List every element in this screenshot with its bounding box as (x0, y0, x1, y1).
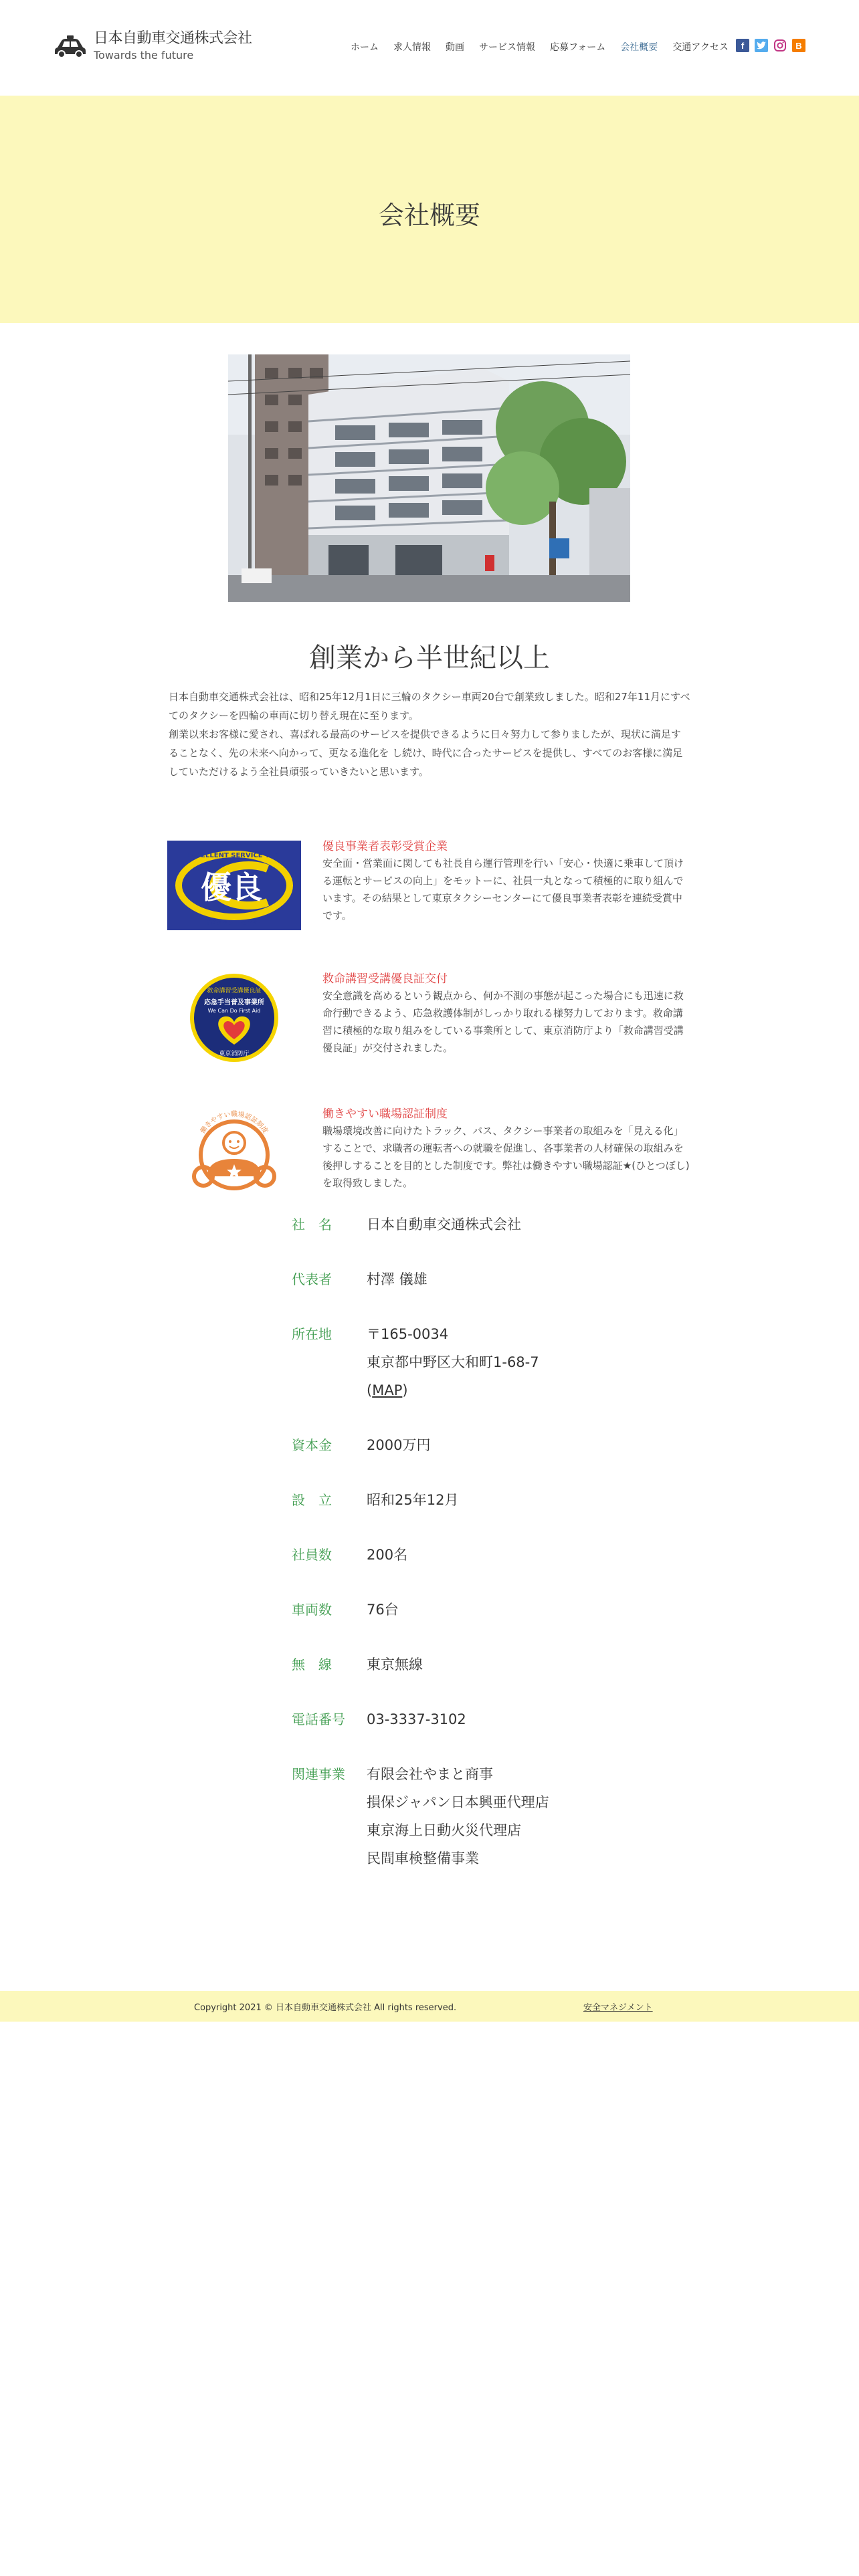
badge-top-text: 救命講習受講優良証 (207, 988, 262, 994)
facebook-icon[interactable]: f (736, 39, 749, 52)
map-link[interactable]: MAP (372, 1382, 403, 1398)
badge-bottom-text: 東京消防庁 (219, 1051, 250, 1057)
twitter-icon[interactable] (755, 39, 768, 52)
info-value: 民間車検整備事業 (367, 1850, 479, 1866)
info-value: 損保ジャパン日本興亜代理店 (367, 1794, 549, 1810)
info-label: 社員数 (292, 1547, 332, 1563)
badge-mid-text: 応急手当普及事業所 (204, 999, 264, 1006)
badge-bottom-text: 東京タクシーセンター (204, 920, 264, 927)
info-value: 03-3337-3102 (367, 1711, 466, 1727)
info-value: 日本自動車交通株式会社 (367, 1216, 521, 1232)
map-link-wrapper (367, 1376, 539, 1404)
info-value: 東京無線 (367, 1656, 423, 1673)
badge-en-text: We Can Do First Aid (207, 1008, 261, 1014)
site-logo[interactable] (54, 29, 252, 63)
main-nav (351, 40, 743, 53)
info-value: 2000万円 (367, 1437, 431, 1453)
company-name: 日本自動車交通株式会社 (94, 30, 252, 47)
blogger-icon[interactable]: B (792, 39, 805, 52)
nav-service[interactable]: サービス情報 (479, 42, 535, 53)
map-paren-close: ) (402, 1382, 408, 1398)
nav-company[interactable]: 会社概要 (620, 42, 658, 53)
info-label: 社 名 (292, 1216, 332, 1232)
nav-apply-form[interactable]: 応募フォーム (550, 42, 606, 53)
award-description: 安全意識を高めるという観点から、何か不測の事態が起こった場合にも迅速に救命行動できるよう、応急救護体制がしっかり取れる様努力しております。救命講習に積極的な取り組みをしている事業所として、東京消防庁より「救命講習受講優良証」が交付されました。 (322, 990, 684, 1054)
tagline: Towards the future (94, 49, 194, 62)
excellent-service-badge (167, 839, 301, 932)
about-heading: 創業から半世紀以上 (309, 643, 550, 673)
info-value: 200名 (367, 1547, 408, 1563)
award-title: 優良事業者表彰受賞企業 (322, 840, 448, 853)
info-row-company-name (292, 1210, 626, 1239)
award-title: 働きやすい職場認証制度 (322, 1107, 448, 1121)
award-description: 職場環境改善に向けたトラック、バス、タクシー事業者の取組みを「見える化」することで、求職者の運転者への就職を促進し、各事業者の人材確保の取組みを後押しすることを目的とした制度です。弊社は働きやすい職場認証★(ひとつぼし)を取得致しました。 (322, 1125, 690, 1189)
info-label: 関連事業 (292, 1766, 345, 1782)
hero-banner (0, 96, 859, 323)
info-label: 無 線 (292, 1656, 332, 1673)
info-row-capital (292, 1431, 626, 1459)
info-row-radio (292, 1650, 626, 1679)
info-value-address: 東京都中野区大和町1-68-7 (367, 1354, 539, 1370)
info-row-representative (292, 1265, 626, 1293)
about-intro (169, 687, 690, 781)
award-workplace-certification (167, 1106, 692, 1200)
social-links (736, 39, 805, 52)
award-title: 救命講習受講優良証交付 (322, 972, 448, 986)
site-header (0, 0, 859, 96)
info-value: 村澤 儀雄 (367, 1271, 427, 1287)
nav-home[interactable]: ホーム (351, 42, 379, 53)
info-row-related-business (292, 1760, 626, 1872)
info-value: 昭和25年12月 (367, 1492, 459, 1508)
company-building-photo (228, 354, 630, 602)
map-paren-open: ( (367, 1382, 373, 1398)
award-first-aid (167, 971, 692, 1065)
nav-recruit[interactable]: 求人情報 (393, 42, 431, 53)
first-aid-badge (167, 971, 301, 1065)
info-value: 76台 (367, 1602, 399, 1618)
info-label: 資本金 (292, 1437, 332, 1453)
nav-access[interactable]: 交通アクセス (672, 42, 729, 53)
taxi-logo-icon (54, 33, 87, 60)
about-paragraph-2: 創業以来お客様に愛され、喜ばれる最高のサービスを提供できるように日々努力して参りましたが、現状に満足することなく、先の未来へ向かって、更なる進化を し続け、時代に合ったサービスを提供し、すべてのお客様に満足していただけるよう全社員頑張っていきたいと思います。 (169, 728, 683, 778)
about-paragraph-1: 日本自動車交通株式会社は、昭和25年12月1日に三輪のタクシー車両20台で創業致しました。昭和27年11月にすべてのタクシーを四輪の車両に切り替え現在に至ります。 (169, 691, 690, 722)
instagram-icon[interactable] (773, 39, 787, 52)
info-row-address (292, 1320, 626, 1404)
info-value-postal: 〒165-0034 (367, 1326, 449, 1342)
info-value: 東京海上日動火災代理店 (367, 1822, 521, 1838)
info-value: 有限会社やまと商事 (367, 1766, 493, 1782)
nav-video[interactable]: 動画 (446, 42, 464, 53)
info-label: 電話番号 (292, 1711, 345, 1727)
info-row-phone (292, 1705, 626, 1733)
company-info-table (292, 1210, 626, 1899)
page-title: 会社概要 (378, 201, 480, 230)
badge-top-text: EXCELLENT SERVICE TAXI (186, 852, 282, 859)
site-footer (0, 1991, 859, 2022)
safety-management-link[interactable]: 安全マネジメント (583, 2003, 653, 2013)
info-label: 代表者 (292, 1271, 332, 1287)
info-label: 車両数 (292, 1602, 332, 1618)
info-row-employees (292, 1541, 626, 1569)
workplace-cert-badge (167, 1106, 301, 1200)
badge-arc-text: 働きやすい職場認証制度 (199, 1111, 270, 1136)
info-row-vehicles (292, 1596, 626, 1624)
award-description: 安全面・営業面に関しても社長自ら運行管理を行い「安心・快適に乗車して頂ける運転とサービスの向上」をモットーに、社員一丸となって積極的に取り組んでいます。その結果として東京タクシーセンターにて優良事業者表彰を連続受賞中です。 (322, 857, 684, 922)
info-label: 所在地 (292, 1326, 332, 1342)
copyright-text: Copyright 2021 © 日本自動車交通株式会社 All rights reserved. (194, 2003, 457, 2013)
info-label: 設 立 (292, 1492, 332, 1508)
badge-main-text: 優良 (201, 869, 262, 905)
award-excellent-operator (167, 839, 692, 932)
info-row-established (292, 1486, 626, 1514)
